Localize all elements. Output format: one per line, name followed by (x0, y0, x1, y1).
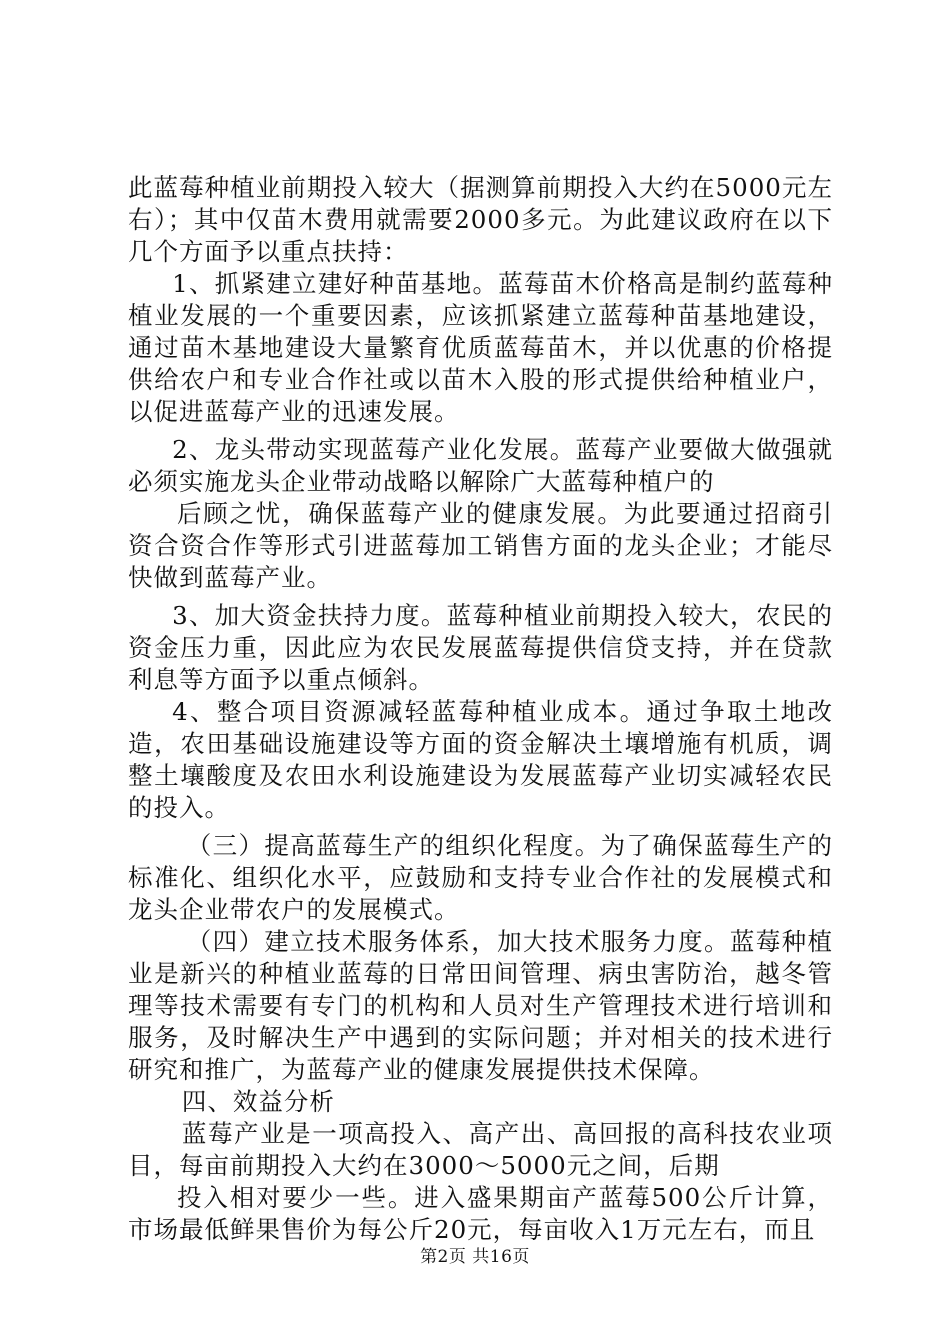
document-body (128, 172, 833, 1246)
paragraph-item-2: 2、龙头带动实现蓝莓产业化发展。蓝莓产业要做大做强就必须实施龙头企业带动战略以解除广大蓝莓种植户的 (128, 435, 833, 496)
paragraph-item-2-continued: 后顾之忧，确保蓝莓产业的健康发展。为此要通过招商引资合资合作等形式引进蓝莓加工销售方面的龙头企业；才能尽快做到蓝莓产业。 (128, 499, 833, 592)
paragraph-item-1: 1、抓紧建立建好种苗基地。蓝莓苗木价格高是制约蓝莓种植业发展的一个重要因素，应该抓紧建立蓝莓种苗基地建设，通过苗木基地建设大量繁育优质蓝莓苗木，并以优惠的价格提供给农户和专业合作社或以苗木入股的形式提供给种植业户，以促进蓝莓产业的迅速发展。 (128, 269, 833, 426)
paragraph-benefit-2: 投入相对要少一些。进入盛果期亩产蓝莓500公斤计算，市场最低鲜果售价为每公斤20元，每亩收入1万元左右，而且 (128, 1183, 833, 1244)
paragraph-intro: 此蓝莓种植业前期投入较大（据测算前期投入大约在5000元左右）；其中仅苗木费用就需要2000多元。为此建议政府在以下几个方面予以重点扶持： (128, 173, 833, 266)
paragraph-section-4: （四）建立技术服务体系，加大技术服务力度。蓝莓种植业是新兴的种植业蓝莓的日常田间管理、病虫害防治，越冬管理等技术需要有专门的机构和人员对生产管理技术进行培训和服务，及时解决生产中遇到的实际问题；并对相关的技术进行研究和推广，为蓝莓产业的健康发展提供技术保障。 (128, 927, 833, 1084)
paragraph-section-3: （三）提高蓝莓生产的组织化程度。为了确保蓝莓生产的标准化、组织化水平，应鼓励和支持专业合作社的发展模式和龙头企业带农户的发展模式。 (128, 831, 833, 924)
page-footer: 第2页 共16页 (420, 1247, 530, 1267)
heading-benefit-analysis: 四、效益分析 (181, 1087, 335, 1116)
paragraph-item-3: 3、加大资金扶持力度。蓝莓种植业前期投入较大，农民的资金压力重，因此应为农民发展蓝莓提供信贷支持，并在贷款利息等方面予以重点倾斜。 (128, 601, 833, 694)
paragraph-benefit-1: 蓝莓产业是一项高投入、高产出、高回报的高科技农业项目，每亩前期投入大约在3000～5000元之间，后期 (128, 1119, 833, 1180)
paragraph-item-4: 4、整合项目资源减轻蓝莓种植业成本。通过争取土地改造，农田基础设施建设等方面的资金解决土壤增施有机质，调整土壤酸度及农田水利设施建设为发展蓝莓产业切实减轻农民的投入。 (128, 697, 833, 822)
